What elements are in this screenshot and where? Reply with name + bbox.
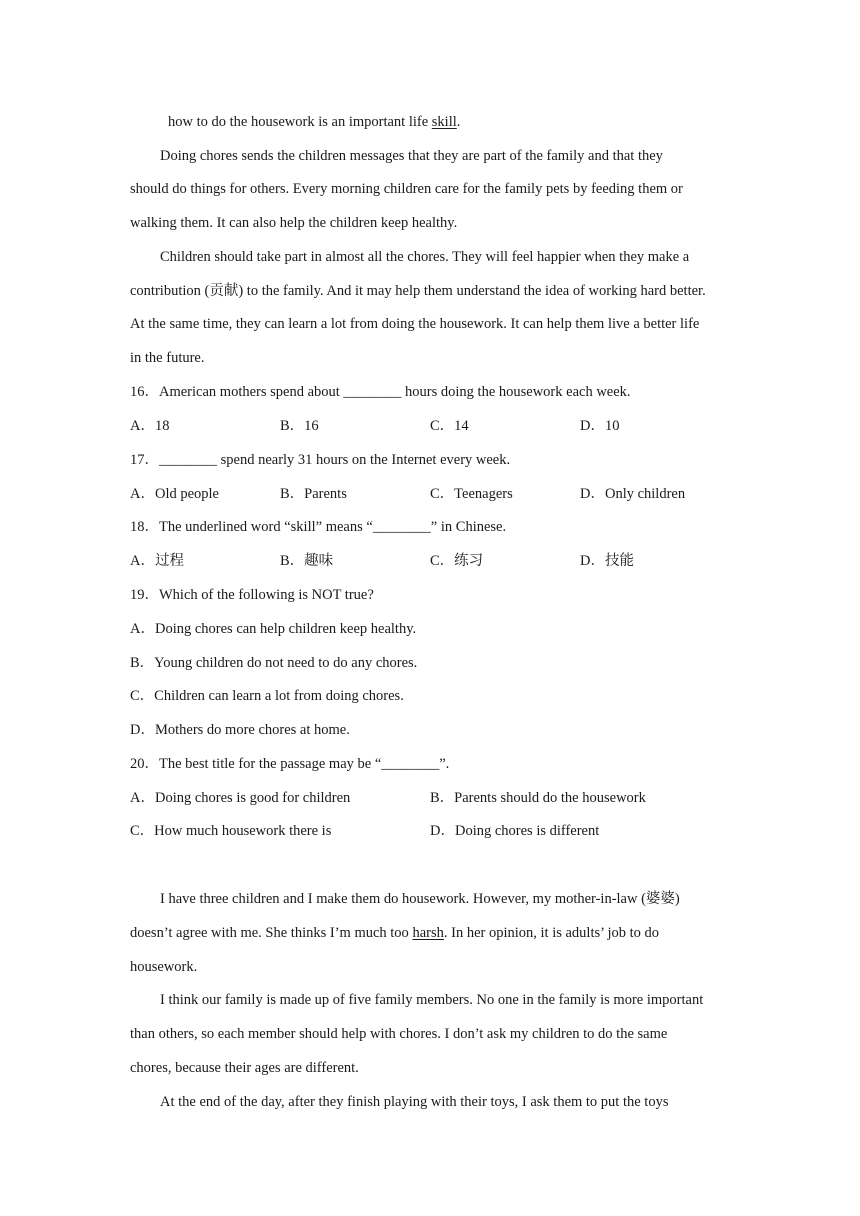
- underlined-word-harsh: harsh: [412, 925, 444, 941]
- passage1-line-1: [168, 112, 460, 132]
- question-17-stem: 17．________ spend nearly 31 hours on the Internet every week.: [130, 452, 511, 468]
- passage1-paragraph2-line-2: should do things for others. Every morning children care for the family pets by feeding them or: [130, 181, 683, 197]
- passage2-paragraph1-line-3: housework.: [130, 959, 198, 975]
- question-20-stem: 20．The best title for the passage may be “________”.: [130, 756, 450, 772]
- question-17-option-a[interactable]: A．Old people: [130, 486, 219, 502]
- passage1-paragraph3-line-4: in the future.: [130, 350, 205, 366]
- passage2-paragraph3-line-1: At the end of the day, after they finish playing with their toys, I ask them to put the toys: [160, 1094, 669, 1110]
- question-19-option-b[interactable]: B．Young children do not need to do any chores.: [130, 655, 418, 671]
- passage2-paragraph2-line-2: than others, so each member should help with chores. I don’t ask my children to do the same: [130, 1026, 668, 1042]
- passage2-paragraph1-line-2: [130, 923, 659, 943]
- question-19-option-d[interactable]: D．Mothers do more chores at home.: [130, 722, 350, 738]
- passage2-paragraph1-line-1: I have three children and I make them do housework. However, my mother-in-law (婆婆): [160, 891, 680, 907]
- question-17-option-b[interactable]: B．Parents: [280, 486, 347, 502]
- passage1-paragraph3-line-1: Children should take part in almost all the chores. They will feel happier when they make a: [160, 249, 690, 265]
- question-19-stem: 19．Which of the following is NOT true?: [130, 587, 374, 603]
- question-18-stem: 18．The underlined word “skill” means “________” in Chinese.: [130, 519, 507, 535]
- passage2-line-2-end: . In her opinion, it is adults’ job to do: [443, 925, 660, 941]
- passage1-line-1-end: .: [456, 114, 461, 130]
- question-19-option-a[interactable]: A．Doing chores can help children keep healthy.: [130, 621, 417, 637]
- question-18-option-c[interactable]: C．练习: [430, 553, 484, 569]
- question-16-option-b[interactable]: B．16: [280, 418, 319, 434]
- question-17-option-c[interactable]: C．Teenagers: [430, 486, 513, 502]
- question-17-option-d[interactable]: D．Only children: [580, 486, 686, 502]
- underlined-word-skill: skill: [431, 114, 457, 130]
- question-16-option-a[interactable]: A．18: [130, 418, 170, 434]
- passage1-paragraph2-line-3: walking them. It can also help the children keep healthy.: [130, 215, 458, 231]
- passage2-paragraph2-line-3: chores, because their ages are different.: [130, 1060, 359, 1076]
- question-18-option-d[interactable]: D．技能: [580, 553, 634, 569]
- passage2-line-2-text: doesn’t agree with me. She thinks I’m much too: [130, 925, 413, 941]
- question-20-option-d[interactable]: D．Doing chores is different: [430, 823, 600, 839]
- passage2-paragraph2-line-1: I think our family is made up of five family members. No one in the family is more important: [160, 992, 704, 1008]
- passage1-paragraph2-line-1: Doing chores sends the children messages that they are part of the family and that they: [160, 148, 663, 164]
- passage1-paragraph3-line-3: At the same time, they can learn a lot from doing the housework. It can help them live a better life: [130, 316, 700, 332]
- question-16-option-d[interactable]: D．10: [580, 418, 620, 434]
- question-18-option-a[interactable]: A．过程: [130, 553, 184, 569]
- passage1-paragraph3-line-2: contribution (贡献) to the family. And it may help them understand the idea of working hard better.: [130, 283, 706, 299]
- question-18-option-b[interactable]: B．趣味: [280, 553, 334, 569]
- question-20-option-a[interactable]: A．Doing chores is good for children: [130, 790, 351, 806]
- question-20-option-c[interactable]: C．How much housework there is: [130, 823, 332, 839]
- question-16-option-c[interactable]: C．14: [430, 418, 469, 434]
- question-20-option-b[interactable]: B．Parents should do the housework: [430, 790, 646, 806]
- question-16-stem: 16．American mothers spend about ________ hours doing the housework each week.: [130, 384, 631, 400]
- passage1-line-1-text: how to do the housework is an important life: [168, 114, 432, 130]
- question-19-option-c[interactable]: C．Children can learn a lot from doing chores.: [130, 688, 404, 704]
